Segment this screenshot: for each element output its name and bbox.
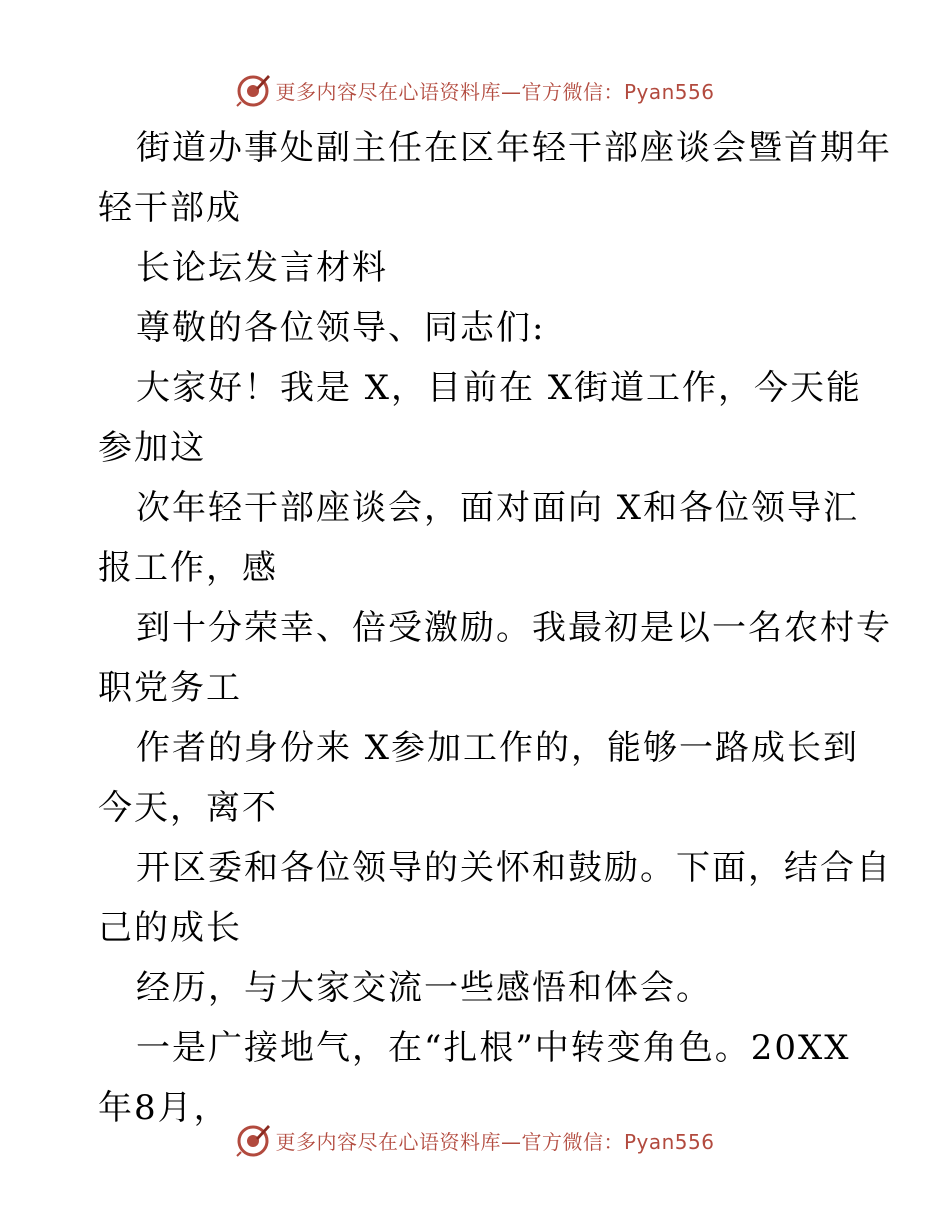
text-line: 今天，离不 bbox=[98, 788, 278, 828]
text-line: 己的成长 bbox=[98, 908, 242, 948]
text-line: 职党务工 bbox=[98, 668, 242, 708]
watermark-text: 更多内容尽在心语资料库—官方微信：Pyan556 bbox=[275, 1129, 715, 1154]
text-line: 开区委和各位领导的关怀和鼓励。下面，结合自 bbox=[136, 848, 892, 888]
watermark-text: 更多内容尽在心语资料库—官方微信：Pyan556 bbox=[275, 79, 715, 104]
text-line: 街道办事处副主任在区年轻干部座谈会暨首期年 bbox=[136, 128, 892, 168]
text-line: 一是广接地气，在“扎根”中转变角色。20XX bbox=[136, 1028, 851, 1068]
document-body bbox=[98, 118, 892, 1138]
text-line: 次年轻干部座谈会，面对面向 X和各位领导汇 bbox=[136, 488, 860, 528]
text-line: 长论坛发言材料 bbox=[136, 248, 388, 288]
text-line: 尊敬的各位领导、同志们: bbox=[136, 308, 546, 348]
text-line: 到十分荣幸、倍受激励。我最初是以一名农村专 bbox=[136, 608, 892, 648]
text-line: 经历，与大家交流一些感悟和体会。 bbox=[136, 968, 712, 1008]
text-line: 参加这 bbox=[98, 428, 206, 468]
pen-logo-icon bbox=[235, 72, 271, 108]
text-line: 大家好！我是 X，目前在 X街道工作，今天能 bbox=[136, 368, 863, 408]
text-line: 轻干部成 bbox=[98, 188, 242, 228]
header-watermark bbox=[0, 68, 950, 112]
pen-logo-icon bbox=[235, 1122, 271, 1158]
footer-watermark bbox=[0, 1118, 950, 1162]
text-line: 报工作，感 bbox=[98, 548, 278, 588]
text-line: 年8月， bbox=[98, 1088, 230, 1128]
text-line: 作者的身份来 X参加工作的，能够一路成长到 bbox=[136, 728, 860, 768]
